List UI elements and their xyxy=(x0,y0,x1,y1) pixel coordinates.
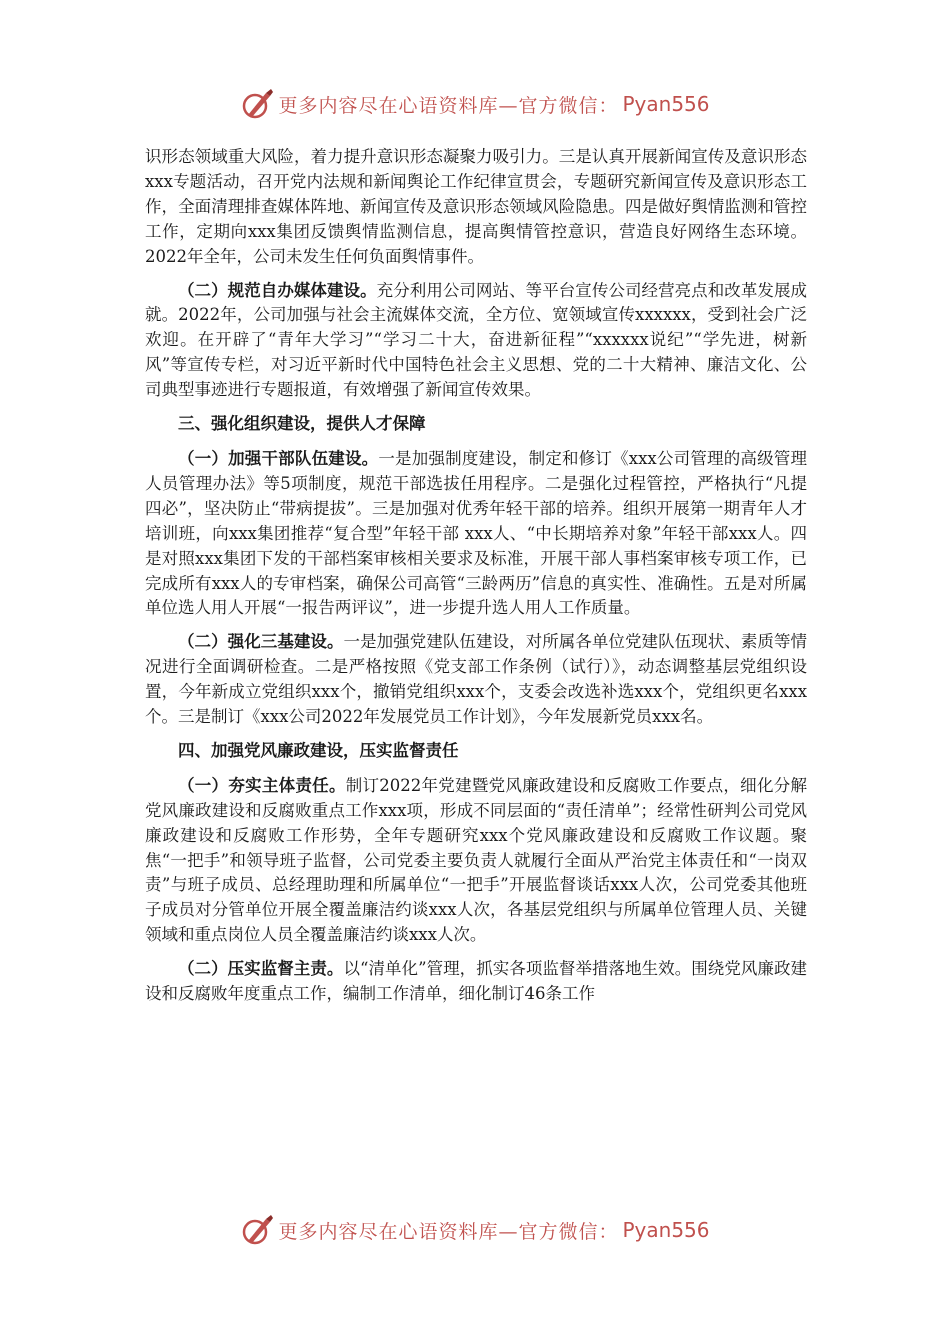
paragraph-body: 识形态领域重大风险，着力提升意识形态凝聚力吸引力。三是认真开展新闻宣传及意识形态xxx专题活动，召开党内法规和新闻舆论工作纪律宣贯会，专题研究新闻宣传及意识形态工作，全面清理排查媒体阵地、新闻宣传及意识形态领域风险隐患。四是做好舆情监测和管控工作，定期向xxx集团反馈舆情监测信息，提高舆情管控意识，营造良好网络生态环境。2022年全年，公司未发生任何负面舆情事件。 xyxy=(145,147,807,266)
watermark-text: 更多内容尽在心语资料库—官方微信： xyxy=(278,1220,619,1243)
paragraph xyxy=(145,279,807,404)
paragraph-body: 以“清单化”管理，抓实各项监督举措落地生效。围绕党风廉政建设和反腐败年度重点工作，编制工作清单，细化制订46条工作 xyxy=(145,959,808,1004)
paragraph-lead: （一）夯实主体责任。 xyxy=(178,775,346,795)
paragraph xyxy=(145,447,807,621)
pen-logo-icon xyxy=(240,1213,274,1247)
paragraph xyxy=(145,774,807,948)
watermark-id: Pyan556 xyxy=(622,1218,710,1242)
paragraph-body: 制订2022年党建暨党风廉政建设和反腐败工作要点，细化分解党风廉政建设和反腐败重点工作xxx项，形成不同层面的“责任清单”；经常性研判公司党风廉政建设和反腐败工作形势，全年专题研究xxx个党风廉政建设和反腐败工作议题。聚焦“一把手”和领导班子监督，公司党委主要负责人就履行全面从严治党主体责任和“一岗双责”与班子成员、总经理助理和所属单位“一把手”开展监督谈话xxx人次，公司党委其他班子成员对分管单位开展全覆盖廉洁约谈xxx人次，各基层党组织与所属单位管理人员、关键领域和重点岗位人员全覆盖廉洁约谈xxx人次。 xyxy=(145,775,807,945)
section-heading: 四、加强党风廉政建设，压实监督责任 xyxy=(178,740,459,760)
paragraph-body: 一是加强制度建设，制定和修订《xxx公司管理的高级管理人员管理办法》等5项制度，规范干部选拔任用程序。二是强化过程管控，严格执行“凡提四必”，坚决防止“带病提拔”。三是加强对优秀年轻干部的培养。组织开展第一期青年人才培训班，向xxx集团推荐“复合型”年轻干部 xxx人、“中长期培养对象”年轻干部xxx人。四是对照xxx集团下发的干部档案审核相关要求及标准，开展干部人事档案审核专项工作，已完成所有xxx人的专审档案，确保公司高管“三龄两历”信息的真实性、准确性。五是对所属单位选人用人开展“一报告两评议”，进一步提升选人用人工作质量。 xyxy=(145,448,807,618)
paragraph xyxy=(145,145,807,270)
paragraph-body: 一是加强党建队伍建设，对所属各单位党建队伍现状、素质等情况进行全面调研检查。二是严格按照《党支部工作条例（试行）》，动态调整基层党组织设置，今年新成立党组织xxx个，撤销党组织xxx个，支委会改选补选xxx个，党组织更名xxx个。三是制订《xxx公司2022年发展党员工作计划》，今年发展新党员xxx名。 xyxy=(145,632,808,727)
paragraph-lead: （二）规范自办媒体建设。 xyxy=(178,280,377,300)
section-heading: 三、强化组织建设，提供人才保障 xyxy=(178,414,426,434)
watermark-id: Pyan556 xyxy=(622,92,710,116)
watermark-text: 更多内容尽在心语资料库—官方微信： xyxy=(278,94,619,117)
pen-logo-icon xyxy=(240,87,274,121)
paragraph-lead: （二）压实监督主责。 xyxy=(178,959,344,979)
paragraph-lead: （二）强化三基建设。 xyxy=(178,632,344,652)
paragraph-body: 充分利用公司网站、等平台宣传公司经营亮点和改革发展成就。2022年，公司加强与社会主流媒体交流，全方位、宽领域宣传xxxxxx，受到社会广泛欢迎。在开辟了“青年大学习”“学习二十大，奋进新征程”“xxxxxx说纪”“学先进，树新风”等宣传专栏，对习近平新时代中国特色社会主义思想、党的二十大精神、廉洁文化、公司典型事迹进行专题报道，有效增强了新闻宣传效果。 xyxy=(145,280,808,400)
watermark-footer xyxy=(0,1210,950,1250)
paragraph-lead: （一）加强干部队伍建设。 xyxy=(178,448,379,468)
document-body xyxy=(145,145,807,1016)
paragraph xyxy=(145,630,807,730)
paragraph xyxy=(145,957,807,1007)
watermark-header xyxy=(0,84,950,124)
